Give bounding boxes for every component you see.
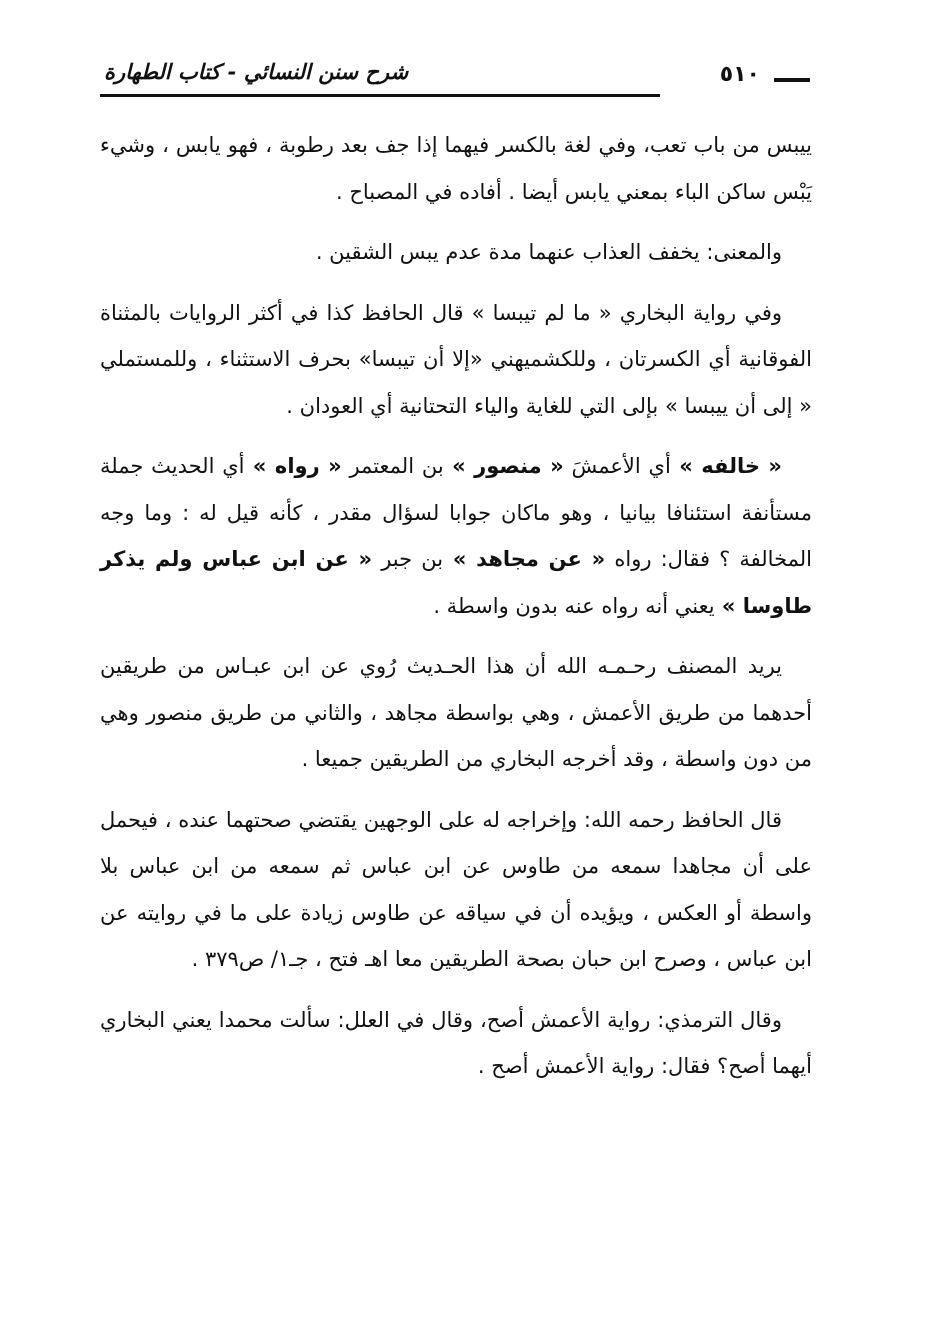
page-number-dash (774, 78, 810, 82)
page-header (100, 60, 810, 100)
commentary-text: بن المعتمر (341, 454, 444, 478)
paragraph-1: ييبس من باب تعب، وفي لغة بالكسر فيهما إذا جف بعد رطوبة ، فهو يابس ، وشيء يَبْس ساكن الباء بمعني يابس أيضا . أفاده في المصباح . (100, 133, 812, 204)
running-title: شرح سنن النسائي - كتاب الطهارة (104, 60, 409, 84)
paragraph-4 (100, 443, 812, 629)
body-text (100, 122, 812, 1104)
quoted-term: « منصور » (443, 454, 564, 478)
paragraph-3: وفي رواية البخاري « ما لم تيبسا » قال الحافظ كذا في أكثر الروايات بالمثناة الفوقانية أي الكسرتان ، وللكشميهني «إلا أن تيبسا» بحرف الاستثناء ، وللمستملي « إلى أن ييبسا » بإلى التي للغاية والياء التحتانية أي العودان . (100, 300, 812, 418)
commentary-text: أي الأعمشَ (563, 454, 671, 478)
header-rule (100, 94, 660, 97)
commentary-text: بن جبر (372, 547, 444, 571)
page-number: ٥١٠ (719, 62, 760, 87)
commentary-text: أي الحديث جملة مستأنفة استئنافا بيانيا ، وهو ماكان جوابا لسؤال مقدر ، كأنه قيل له : وما وجه المخالفة ؟ فقال: رواه (100, 454, 813, 571)
quoted-term: « عن ابن عباس ولم يذكر طاوسا » (100, 547, 812, 618)
paragraph-2: والمعنى: يخفف العذاب عنهما مدة عدم يبس الشقين . (315, 240, 782, 264)
quoted-term: « رواه » (244, 454, 342, 478)
quoted-term: « خالفه » (670, 454, 782, 478)
quoted-term: « عن مجاهد » (443, 547, 606, 571)
paragraph-5: يريد المصنف رحـمـه الله أن هذا الحـديث رُوي عن ابن عبـاس من طريقين أحدهما من طريق الأعمش ، وهي بواسطة مجاهد ، والثاني من طريق منصور وهي من دون واسطة ، وقد أخرجه البخاري من الطريقين جميعا . (100, 654, 812, 771)
paragraph-7: وقال الترمذي: رواية الأعمش أصح، وقال في العلل: سألت محمدا يعني البخاري أيهما أصح؟ فقال: رواية الأعمش أصح . (100, 1007, 812, 1078)
commentary-text: يعني أنه رواه عنه بدون واسطة . (433, 593, 715, 618)
paragraph-6: قال الحافظ رحمه الله: وإخراجه له على الوجهين يقتضي صحتهما عنده ، فيحمل على أن مجاهدا سمعه من طاوس عن ابن عباس ثم سمعه من ابن عباس بلا واسطة أو العكس ، ويؤيده أن في سياقه عن طاوس زيادة على ما في روايته عن ابن عباس ، وصرح ابن حبان بصحة الطريقين معا اهـ فتح ، جـ١/ ص٣٧٩ . (100, 807, 812, 971)
